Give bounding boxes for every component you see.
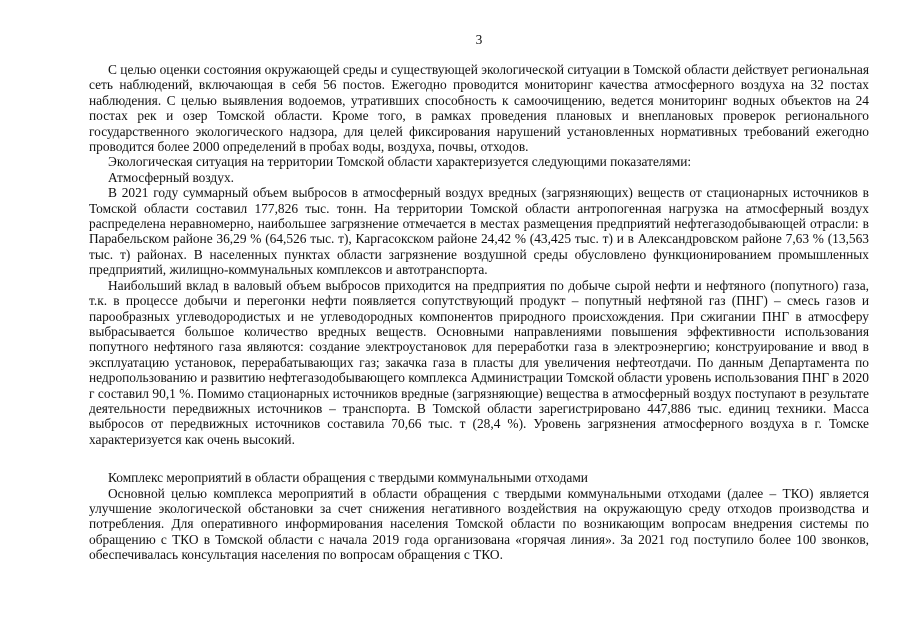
paragraph-ecological-indicators-intro: Экологическая ситуация на территории Томской области характеризуется следующими показателями: xyxy=(108,154,692,170)
paragraph-atmospheric-air-heading: Атмосферный воздух. xyxy=(108,169,234,185)
page-number: 3 xyxy=(475,32,483,47)
paragraph-solid-waste-measures: Основной целью комплекса мероприятий в области обращения с твердыми коммунальными отходами (далее – ТКО) является улучшение экологической обстановки за счет снижения негативного воздействия на окружающую среду отходов производства и потребления. Для оперативного информирования населения Томской области по возникающим вопросам внедрения системы по обращению с ТКО в Томской области с начала 2019 года организована «горячая линия». За 2021 год поступило более 100 звонков, обеспечивалась консультация населения по вопросам обращения с ТКО. xyxy=(89,485,869,563)
paragraph-monitoring-network: С целью оценки состояния окружающей среды и существующей экологической ситуации в Томской области действует региональная сеть наблюдений, включающая в себя 56 постов. Ежегодно проводится мониторинг качества атмосферного воздуха на 32 постах наблюдения. С целью выявления водоемов, утративших способность к самоочищению, ведется мониторинг водных объектов на 24 постах рек и озер Томской области. Кроме того, в рамках проведения плановых и внеплановых проверок регионального государственного экологического надзора, для целей фиксирования нарушений установленных нормативных требований ежегодно проводится более 2000 определений в пробах воды, воздуха, почвы, отходов. xyxy=(89,62,869,155)
paragraph-oil-gas-contribution: Наибольший вклад в валовый объем выбросов приходится на предприятия по добыче сырой нефти и нефтяного (попутного) газа, т.к. в процессе добычи и перегонки нефти появляется сопутствующий продукт – попутный нефтяной газ (ПНГ) – смесь газов и парообразных углеводородистых и не углеводородных компонентов природного происхождения. При сжигании ПНГ в атмосферу выбрасывается большое количество вредных веществ. Основными направлениями повышения эффективности использования попутного нефтяного газа являются: создание электроустановок для переработки газа в электроэнергию; конструирование и ввод в эксплуатацию установок, перерабатывающих газ; закачка газа в пласты для увеличения нефтеотдачи. По данным Департамента по недропользованию и развитию нефтегазодобывающего комплекса Администрации Томской области уровень использования ПНГ в 2020 г составил 90,1 %. Помимо стационарных источников вредные (загрязняющие) вещества в атмосферный воздух поступают в результате деятельности передвижных источников – транспорта. В Томской области зарегистрировано 447,886 тыс. единиц техники. Масса выбросов от передвижных источников составила 70,66 тыс. т (28,4 %). Уровень загрязнения атмосферного воздуха в г. Томске характеризуется как очень высокий. xyxy=(89,277,869,447)
document-body xyxy=(89,62,869,563)
paragraph-emissions-2021: В 2021 году суммарный объем выбросов в атмосферный воздух вредных (загрязняющих) веществ от стационарных источников в Томской области составил 177,826 тыс. тонн. На территории Томской области антропогенная нагрузка на атмосферный воздух распределена неравномерно, наибольшее загрязнение отмечается в местах размещения предприятий нефтегазодобывающей отрасли: в Парабельском районе 36,29 % (64,526 тыс. т), Каргасокском районе 24,42 % (43,425 тыс. т) и в Александровском районе 7,63 % (13,563 тыс. т) районах. В населенных пунктах области загрязнение воздушной среды обусловлено функционированием промышленных предприятий, жилищно-коммунальных комплексов и автотранспорта. xyxy=(89,185,869,278)
section-heading-solid-waste: Комплекс мероприятий в области обращения с твердыми коммунальными отходами xyxy=(108,470,588,486)
